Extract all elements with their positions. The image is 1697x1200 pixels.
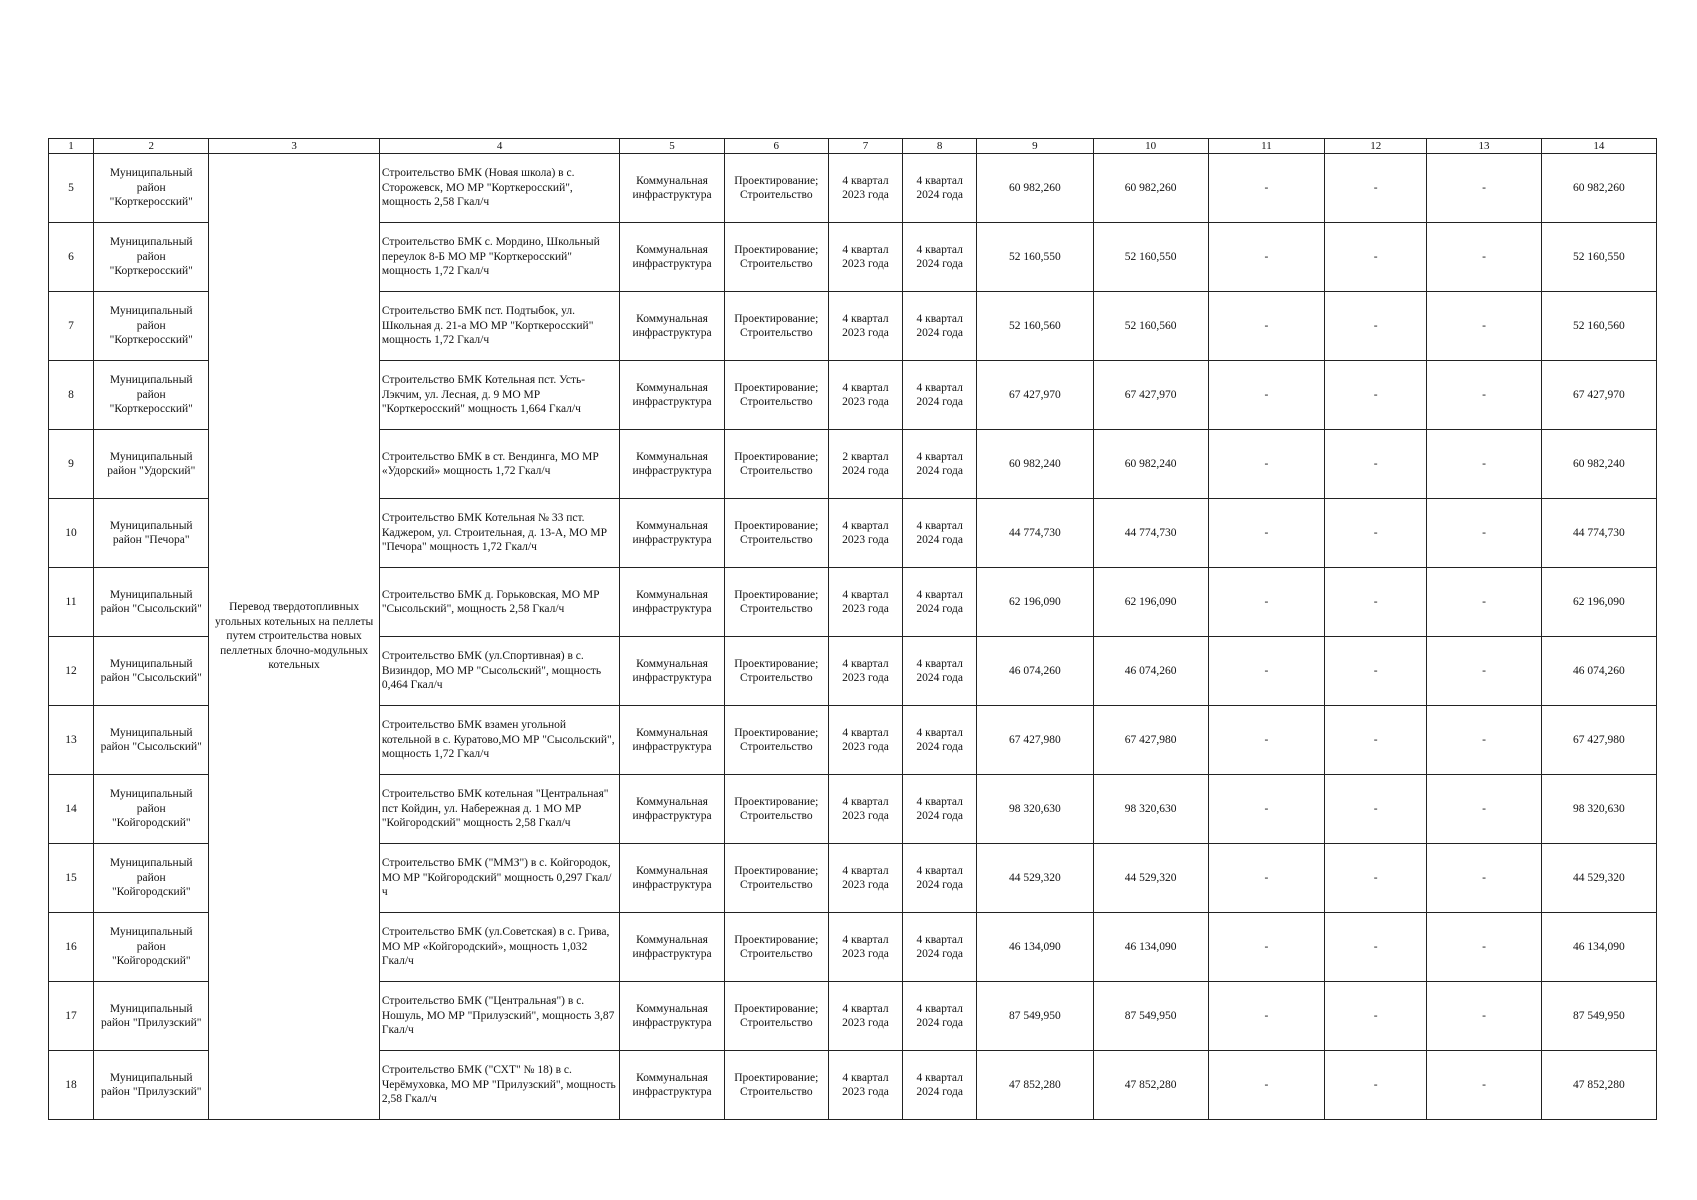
amount-col11-cell: - (1208, 706, 1324, 775)
sphere-cell: Коммунальная инфраструктура (620, 292, 724, 361)
end-date-cell: 4 квартал 2024 года (903, 637, 977, 706)
work-type-cell: Проектирование; Строительство (724, 499, 828, 568)
col-header: 14 (1541, 139, 1656, 154)
start-date-cell: 4 квартал 2023 года (828, 637, 902, 706)
col-header: 2 (94, 139, 209, 154)
row-number-cell: 9 (49, 430, 94, 499)
amount-col14-cell: 87 549,950 (1541, 982, 1656, 1051)
district-cell: Муниципальный район "Печора" (94, 499, 209, 568)
row-number-cell: 7 (49, 292, 94, 361)
work-type-cell: Проектирование; Строительство (724, 775, 828, 844)
table-body (49, 139, 1657, 1120)
district-cell: Муниципальный район "Сысольский" (94, 637, 209, 706)
row-number-cell: 11 (49, 568, 94, 637)
end-date-cell: 4 квартал 2024 года (903, 499, 977, 568)
row-number-cell: 17 (49, 982, 94, 1051)
amount-col9-cell: 67 427,970 (977, 361, 1093, 430)
amount-col14-cell: 98 320,630 (1541, 775, 1656, 844)
sphere-cell: Коммунальная инфраструктура (620, 430, 724, 499)
end-date-cell: 4 квартал 2024 года (903, 775, 977, 844)
amount-col11-cell: - (1208, 844, 1324, 913)
amount-col12-cell: - (1325, 844, 1427, 913)
work-type-cell: Проектирование; Строительство (724, 292, 828, 361)
description-cell: Строительство БМК Котельная № 33 пст. Каджером, ул. Строительная, д. 13-А, МО МР "Печора" мощность 1,72 Гкал/ч (379, 499, 620, 568)
district-cell: Муниципальный район "Сысольский" (94, 568, 209, 637)
col-header: 4 (379, 139, 620, 154)
col-header: 11 (1208, 139, 1324, 154)
amount-col10-cell: 60 982,260 (1093, 154, 1208, 223)
amount-col12-cell: - (1325, 154, 1427, 223)
end-date-cell: 4 квартал 2024 года (903, 1051, 977, 1120)
row-number-cell: 6 (49, 223, 94, 292)
amount-col12-cell: - (1325, 1051, 1427, 1120)
amount-col9-cell: 52 160,560 (977, 292, 1093, 361)
work-type-cell: Проектирование; Строительство (724, 361, 828, 430)
col-header: 1 (49, 139, 94, 154)
description-cell: Строительство БМК взамен угольной котельной в с. Куратово,МО МР "Сысольский", мощность 1,72 Гкал/ч (379, 706, 620, 775)
row-number-cell: 13 (49, 706, 94, 775)
amount-col11-cell: - (1208, 499, 1324, 568)
sphere-cell: Коммунальная инфраструктура (620, 223, 724, 292)
description-cell: Строительство БМК ("Центральная") в с. Ношуль, МО МР "Прилузский", мощность 3,87 Гкал/ч (379, 982, 620, 1051)
col-header: 3 (209, 139, 379, 154)
amount-col9-cell: 60 982,240 (977, 430, 1093, 499)
amount-col12-cell: - (1325, 913, 1427, 982)
start-date-cell: 4 квартал 2023 года (828, 844, 902, 913)
amount-col9-cell: 60 982,260 (977, 154, 1093, 223)
end-date-cell: 4 квартал 2024 года (903, 223, 977, 292)
end-date-cell: 4 квартал 2024 года (903, 568, 977, 637)
end-date-cell: 4 квартал 2024 года (903, 982, 977, 1051)
end-date-cell: 4 квартал 2024 года (903, 913, 977, 982)
amount-col10-cell: 67 427,970 (1093, 361, 1208, 430)
amount-col11-cell: - (1208, 913, 1324, 982)
amount-col14-cell: 44 529,320 (1541, 844, 1656, 913)
amount-col13-cell: - (1427, 154, 1541, 223)
amount-col12-cell: - (1325, 430, 1427, 499)
amount-col14-cell: 44 774,730 (1541, 499, 1656, 568)
sphere-cell: Коммунальная инфраструктура (620, 154, 724, 223)
amount-col12-cell: - (1325, 223, 1427, 292)
amount-col14-cell: 60 982,260 (1541, 154, 1656, 223)
start-date-cell: 4 квартал 2023 года (828, 568, 902, 637)
amount-col13-cell: - (1427, 361, 1541, 430)
work-type-cell: Проектирование; Строительство (724, 430, 828, 499)
amount-col11-cell: - (1208, 223, 1324, 292)
description-cell: Строительство БМК д. Горьковская, МО МР "Сысольский", мощность 2,58 Гкал/ч (379, 568, 620, 637)
sphere-cell: Коммунальная инфраструктура (620, 637, 724, 706)
amount-col14-cell: 47 852,280 (1541, 1051, 1656, 1120)
amount-col13-cell: - (1427, 1051, 1541, 1120)
amount-col13-cell: - (1427, 844, 1541, 913)
sphere-cell: Коммунальная инфраструктура (620, 775, 724, 844)
amount-col14-cell: 67 427,980 (1541, 706, 1656, 775)
amount-col13-cell: - (1427, 913, 1541, 982)
amount-col9-cell: 44 774,730 (977, 499, 1093, 568)
amount-col11-cell: - (1208, 1051, 1324, 1120)
amount-col13-cell: - (1427, 430, 1541, 499)
amount-col14-cell: 52 160,560 (1541, 292, 1656, 361)
work-type-cell: Проектирование; Строительство (724, 1051, 828, 1120)
amount-col13-cell: - (1427, 223, 1541, 292)
start-date-cell: 4 квартал 2023 года (828, 913, 902, 982)
district-cell: Муниципальный район "Койгородский" (94, 775, 209, 844)
row-number-cell: 18 (49, 1051, 94, 1120)
district-cell: Муниципальный район "Прилузский" (94, 982, 209, 1051)
amount-col11-cell: - (1208, 568, 1324, 637)
district-cell: Муниципальный район "Сысольский" (94, 706, 209, 775)
amount-col11-cell: - (1208, 775, 1324, 844)
amount-col12-cell: - (1325, 775, 1427, 844)
amount-col14-cell: 60 982,240 (1541, 430, 1656, 499)
end-date-cell: 4 квартал 2024 года (903, 361, 977, 430)
amount-col14-cell: 67 427,970 (1541, 361, 1656, 430)
amount-col9-cell: 46 134,090 (977, 913, 1093, 982)
projects-table (48, 138, 1657, 1120)
start-date-cell: 4 квартал 2023 года (828, 292, 902, 361)
sphere-cell: Коммунальная инфраструктура (620, 1051, 724, 1120)
amount-col13-cell: - (1427, 775, 1541, 844)
amount-col9-cell: 62 196,090 (977, 568, 1093, 637)
amount-col14-cell: 62 196,090 (1541, 568, 1656, 637)
start-date-cell: 4 квартал 2023 года (828, 361, 902, 430)
district-cell: Муниципальный район "Прилузский" (94, 1051, 209, 1120)
district-cell: Муниципальный район "Койгородский" (94, 913, 209, 982)
description-cell: Строительство БМК пст. Подтыбок, ул. Школьная д. 21-а МО МР "Корткеросский" мощность 1,72 Гкал/ч (379, 292, 620, 361)
col-header: 9 (977, 139, 1093, 154)
end-date-cell: 4 квартал 2024 года (903, 154, 977, 223)
work-type-cell: Проектирование; Строительство (724, 913, 828, 982)
district-cell: Муниципальный район "Корткеросский" (94, 292, 209, 361)
amount-col10-cell: 46 134,090 (1093, 913, 1208, 982)
amount-col13-cell: - (1427, 982, 1541, 1051)
amount-col10-cell: 52 160,550 (1093, 223, 1208, 292)
col-header: 6 (724, 139, 828, 154)
start-date-cell: 4 квартал 2023 года (828, 1051, 902, 1120)
district-cell: Муниципальный район "Корткеросский" (94, 361, 209, 430)
district-cell: Муниципальный район "Койгородский" (94, 844, 209, 913)
start-date-cell: 4 квартал 2023 года (828, 223, 902, 292)
column-number-row (49, 139, 1657, 154)
work-type-cell: Проектирование; Строительство (724, 982, 828, 1051)
amount-col10-cell: 47 852,280 (1093, 1051, 1208, 1120)
start-date-cell: 4 квартал 2023 года (828, 154, 902, 223)
work-type-cell: Проектирование; Строительство (724, 568, 828, 637)
amount-col10-cell: 62 196,090 (1093, 568, 1208, 637)
amount-col11-cell: - (1208, 430, 1324, 499)
row-number-cell: 12 (49, 637, 94, 706)
description-cell: Строительство БМК ("СХТ" № 18) в с. Черёмуховка, МО МР "Прилузский", мощность 2,58 Гкал/ч (379, 1051, 620, 1120)
start-date-cell: 4 квартал 2023 года (828, 982, 902, 1051)
amount-col10-cell: 67 427,980 (1093, 706, 1208, 775)
col-header: 5 (620, 139, 724, 154)
row-number-cell: 8 (49, 361, 94, 430)
amount-col14-cell: 52 160,550 (1541, 223, 1656, 292)
amount-col13-cell: - (1427, 568, 1541, 637)
description-cell: Строительство БМК (ул.Советская) в с. Грива, МО МР «Койгородский», мощность 1,032 Гкал/ч (379, 913, 620, 982)
end-date-cell: 4 квартал 2024 года (903, 430, 977, 499)
table-row (49, 154, 1657, 223)
description-cell: Строительство БМК в ст. Вендинга, МО МР «Удорский» мощность 1,72 Гкал/ч (379, 430, 620, 499)
sphere-cell: Коммунальная инфраструктура (620, 568, 724, 637)
amount-col10-cell: 98 320,630 (1093, 775, 1208, 844)
amount-col10-cell: 52 160,560 (1093, 292, 1208, 361)
sphere-cell: Коммунальная инфраструктура (620, 913, 724, 982)
amount-col13-cell: - (1427, 637, 1541, 706)
amount-col11-cell: - (1208, 292, 1324, 361)
col-header: 8 (903, 139, 977, 154)
amount-col10-cell: 60 982,240 (1093, 430, 1208, 499)
work-type-cell: Проектирование; Строительство (724, 223, 828, 292)
work-type-cell: Проектирование; Строительство (724, 844, 828, 913)
work-type-cell: Проектирование; Строительство (724, 637, 828, 706)
sphere-cell: Коммунальная инфраструктура (620, 499, 724, 568)
amount-col11-cell: - (1208, 154, 1324, 223)
work-type-cell: Проектирование; Строительство (724, 706, 828, 775)
sphere-cell: Коммунальная инфраструктура (620, 706, 724, 775)
start-date-cell: 4 квартал 2023 года (828, 499, 902, 568)
amount-col12-cell: - (1325, 982, 1427, 1051)
end-date-cell: 4 квартал 2024 года (903, 844, 977, 913)
amount-col12-cell: - (1325, 568, 1427, 637)
amount-col12-cell: - (1325, 499, 1427, 568)
district-cell: Муниципальный район "Корткеросский" (94, 223, 209, 292)
amount-col10-cell: 87 549,950 (1093, 982, 1208, 1051)
amount-col11-cell: - (1208, 361, 1324, 430)
end-date-cell: 4 квартал 2024 года (903, 292, 977, 361)
amount-col9-cell: 87 549,950 (977, 982, 1093, 1051)
amount-col12-cell: - (1325, 361, 1427, 430)
amount-col12-cell: - (1325, 292, 1427, 361)
amount-col9-cell: 98 320,630 (977, 775, 1093, 844)
sphere-cell: Коммунальная инфраструктура (620, 361, 724, 430)
district-cell: Муниципальный район "Корткеросский" (94, 154, 209, 223)
end-date-cell: 4 квартал 2024 года (903, 706, 977, 775)
row-number-cell: 5 (49, 154, 94, 223)
start-date-cell: 2 квартал 2024 года (828, 430, 902, 499)
row-number-cell: 14 (49, 775, 94, 844)
amount-col13-cell: - (1427, 292, 1541, 361)
amount-col13-cell: - (1427, 706, 1541, 775)
amount-col14-cell: 46 134,090 (1541, 913, 1656, 982)
amount-col10-cell: 46 074,260 (1093, 637, 1208, 706)
description-cell: Строительство БМК ("ММЗ") в с. Койгородок, МО МР "Койгородский" мощность 0,297 Гкал/ч (379, 844, 620, 913)
col-header: 13 (1427, 139, 1541, 154)
amount-col9-cell: 47 852,280 (977, 1051, 1093, 1120)
description-cell: Строительство БМК (ул.Спортивная) в с. Визиндор, МО МР "Сысольский", мощность 0,464 Гкал/ч (379, 637, 620, 706)
sphere-cell: Коммунальная инфраструктура (620, 982, 724, 1051)
description-cell: Строительство БМК с. Мордино, Школьный переулок 8-Б МО МР "Корткеросский" мощность 1,72 Гкал/ч (379, 223, 620, 292)
description-cell: Строительство БМК котельная "Центральная" пст Койдин, ул. Набережная д. 1 МО МР "Койгородский" мощность 2,58 Гкал/ч (379, 775, 620, 844)
col-header: 10 (1093, 139, 1208, 154)
amount-col9-cell: 44 529,320 (977, 844, 1093, 913)
amount-col14-cell: 46 074,260 (1541, 637, 1656, 706)
col-header: 7 (828, 139, 902, 154)
amount-col10-cell: 44 529,320 (1093, 844, 1208, 913)
sphere-cell: Коммунальная инфраструктура (620, 844, 724, 913)
start-date-cell: 4 квартал 2023 года (828, 706, 902, 775)
amount-col9-cell: 46 074,260 (977, 637, 1093, 706)
amount-col13-cell: - (1427, 499, 1541, 568)
description-cell: Строительство БМК Котельная пст. Усть-Лэкчим, ул. Лесная, д. 9 МО МР "Корткеросский" мощность 1,664 Гкал/ч (379, 361, 620, 430)
row-number-cell: 16 (49, 913, 94, 982)
amount-col9-cell: 52 160,550 (977, 223, 1093, 292)
start-date-cell: 4 квартал 2023 года (828, 775, 902, 844)
amount-col10-cell: 44 774,730 (1093, 499, 1208, 568)
row-number-cell: 15 (49, 844, 94, 913)
amount-col9-cell: 67 427,980 (977, 706, 1093, 775)
description-cell: Строительство БМК (Новая школа) в с. Сторожевск, МО МР "Корткеросский", мощность 2,58 Гкал/ч (379, 154, 620, 223)
amount-col11-cell: - (1208, 982, 1324, 1051)
row-number-cell: 10 (49, 499, 94, 568)
col-header: 12 (1325, 139, 1427, 154)
amount-col11-cell: - (1208, 637, 1324, 706)
amount-col12-cell: - (1325, 706, 1427, 775)
district-cell: Муниципальный район "Удорский" (94, 430, 209, 499)
work-type-cell: Проектирование; Строительство (724, 154, 828, 223)
amount-col12-cell: - (1325, 637, 1427, 706)
merged-subject-cell: Перевод твердотопливных угольных котельных на пеллеты путем строительства новых пеллетных блочно-модульных котельных (209, 154, 379, 1120)
